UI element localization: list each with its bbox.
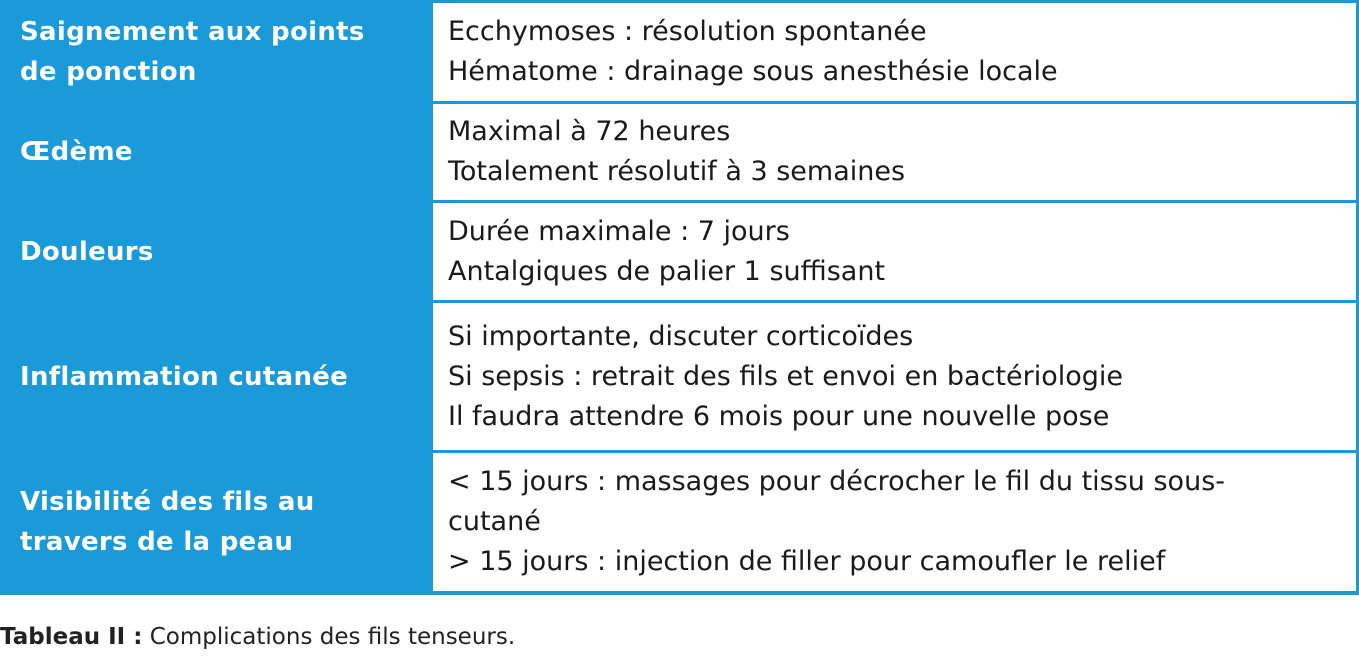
row-content-line: Ecchymoses : résolution spontanée — [448, 16, 927, 47]
row-label-line: Saignement aux points — [20, 17, 365, 47]
row-content-line: Si importante, discuter corticoïdes — [448, 320, 914, 352]
row-label-line: Douleurs — [20, 236, 154, 267]
row-content — [433, 203, 1356, 300]
row-label — [0, 303, 430, 450]
table-row — [0, 303, 1359, 450]
row-content-line: Durée maximale : 7 jours — [448, 215, 790, 247]
row-content-line: cutané — [448, 506, 541, 537]
table-caption — [0, 624, 515, 650]
table-row — [0, 203, 1359, 300]
row-label-line: de ponction — [20, 57, 197, 87]
row-content-line: Il faudra attendre 6 mois pour une nouvelle pose — [448, 400, 1110, 432]
row-label-line: travers de la peau — [20, 527, 294, 557]
row-content-line: Maximal à 72 heures — [448, 116, 731, 147]
row-content — [433, 104, 1356, 200]
row-label-line: Œdème — [20, 137, 133, 167]
row-content-line: Totalement résolutif à 3 semaines — [448, 156, 906, 187]
row-content — [433, 303, 1356, 450]
row-content — [433, 3, 1356, 101]
table-row — [0, 3, 1359, 101]
row-label — [0, 3, 430, 101]
row-label — [0, 203, 430, 300]
row-content-line: > 15 jours : injection de filler pour camoufler le relief — [448, 546, 1166, 577]
row-content — [433, 453, 1356, 591]
row-content-line: Si sepsis : retrait des fils et envoi en bactériologie — [448, 360, 1124, 392]
caption-label: Tableau II : — [0, 624, 143, 650]
caption-text: Complications des fils tenseurs. — [142, 624, 516, 650]
row-label — [0, 453, 430, 591]
row-content-line: Hématome : drainage sous anesthésie locale — [448, 56, 1058, 87]
table-row — [0, 453, 1359, 591]
row-content-line: Antalgiques de palier 1 suffisant — [448, 255, 886, 287]
row-content-line: < 15 jours : massages pour décrocher le fil du tissu sous- — [448, 466, 1226, 497]
row-label — [0, 104, 430, 200]
row-label-line: Inflammation cutanée — [20, 361, 349, 392]
table-row — [0, 104, 1359, 200]
row-label-line: Visibilité des fils au — [20, 487, 315, 517]
